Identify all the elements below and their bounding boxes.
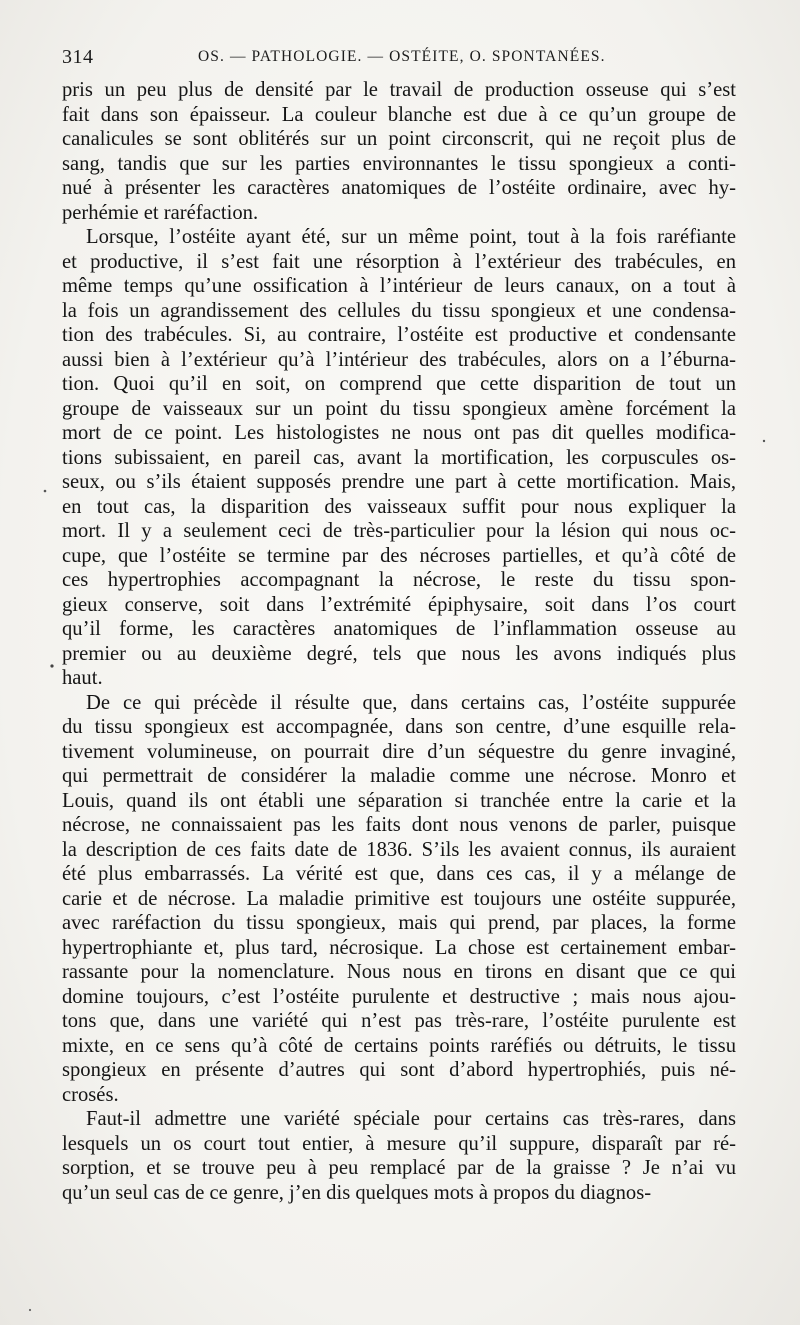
page-number: 314	[62, 46, 94, 68]
text-line: hypertrophiante et, plus tard, nécrosique. La chose est certainement embar-	[62, 936, 736, 959]
text-line: tion. Quoi qu’il en soit, on comprend que cette disparition de tout un	[62, 373, 736, 395]
text-line: tions subissaient, en pareil cas, avant la mortification, les corpuscules os-	[62, 446, 736, 469]
text-line: cupe, que l’ostéite se termine par des nécroses partielles, et qu’à côté de	[62, 544, 736, 567]
text-line: qu’un seul cas de ce genre, j’en dis quelques mots à propos du diagnos-	[62, 1181, 652, 1204]
text-line: haut.	[62, 667, 103, 689]
text-line: tion des trabécules. Si, au contraire, l’ostéite est productive et condensante	[62, 324, 736, 346]
speck	[50, 664, 53, 667]
text-line: et productive, il s’est fait une résorption à l’extérieur des trabécules, en	[62, 250, 736, 273]
text-line: nué à présenter les caractères anatomiques de l’ostéite ordinaire, avec hy-	[62, 177, 736, 199]
paragraph	[62, 78, 736, 225]
text-line: aussi bien à l’extérieur qu’à l’intérieur des trabécules, alors on a l’éburna-	[62, 348, 736, 371]
text-line: domine toujours, c’est l’ostéite purulente et destructive ; mais nous ajou-	[62, 985, 736, 1008]
text-line: rassante pour la nomenclature. Nous nous en tirons en disant que ce qui	[62, 961, 736, 983]
text-line: ces hypertrophies accompagnant la nécrose, le reste du tissu spon-	[62, 569, 736, 591]
text-line: fait dans son épaisseur. La couleur blanche est due à ce qu’un groupe de	[62, 103, 736, 126]
body-text	[62, 78, 736, 1205]
text-line: été plus embarrassés. La vérité est que, dans ces cas, il y a mélange de	[62, 863, 736, 885]
text-line: mixte, en ce sens qu’à côté de certains points raréfiés ou détruits, le tissu	[62, 1034, 736, 1057]
text-line: gieux conserve, soit dans l’extrémité épiphysaire, soit dans l’os court	[62, 593, 736, 616]
text-line: même temps qu’une ossification à l’intérieur de leurs canaux, on a tout à	[62, 275, 736, 297]
text-line: sang, tandis que sur les parties environnantes le tissu spongieux a conti-	[62, 152, 736, 175]
paragraph	[62, 691, 736, 1108]
text-line: premier ou au deuxième degré, tels que nous les avons indiqués plus	[62, 642, 736, 665]
text-line: De ce qui précède il résulte que, dans certains cas, l’ostéite suppurée	[86, 691, 736, 714]
paragraph	[62, 225, 736, 691]
text-line: qui permettrait de considérer la maladie comme une nécrose. Monro et	[62, 765, 736, 787]
text-line: carie et de nécrose. La maladie primitive est toujours une ostéite suppurée,	[62, 887, 736, 910]
text-line: pris un peu plus de densité par le travail de production osseuse qui s’est	[62, 79, 736, 101]
text-line: tons que, dans une variété qui n’est pas très-rare, l’ostéite purulente est	[62, 1010, 736, 1032]
text-line: Lorsque, l’ostéite ayant été, sur un même point, tout à la fois raréfiante	[86, 226, 736, 248]
text-line: la description de ces faits date de 1836. S’ils les avaient connus, ils auraient	[62, 838, 736, 861]
text-line: en tout cas, la disparition des vaisseaux suffit pour nous expliquer la	[62, 495, 736, 518]
text-line: nécrose, ne connaissaient pas les faits dont nous venons de parler, puisque	[62, 814, 736, 836]
text-line: mort de ce point. Les histologistes ne nous ont pas dit quelles modifica-	[62, 422, 736, 444]
speck	[44, 490, 47, 493]
paragraph	[62, 1107, 736, 1205]
text-line: la fois un agrandissement des cellules du tissu spongieux et une condensa-	[62, 299, 736, 322]
text-line: Louis, quand ils ont établi une séparation si tranchée entre la carie et la	[62, 789, 736, 812]
text-line: spongieux en présente d’autres qui sont d’abord hypertrophiés, puis né-	[62, 1059, 736, 1081]
text-line: qu’il forme, les caractères anatomiques de l’inflammation osseuse au	[62, 618, 736, 640]
text-line: perhémie et raréfaction.	[62, 201, 259, 224]
speck	[29, 1309, 31, 1311]
speck	[763, 440, 765, 442]
text-line: canalicules se sont oblitérés sur un point circonscrit, qui ne reçoit plus de	[62, 128, 736, 150]
running-header	[62, 46, 736, 72]
text-line: lesquels un os court tout entier, à mesure qu’il suppure, disparaît par ré-	[62, 1132, 736, 1155]
text-line: avec raréfaction du tissu spongieux, mais qui prend, par places, la forme	[62, 912, 736, 934]
text-line: mort. Il y a seulement ceci de très-particulier pour la lésion qui nous oc-	[62, 520, 736, 542]
text-line: tivement volumineuse, on pourrait dire d’un séquestre du genre invaginé,	[62, 740, 736, 763]
text-line: Faut-il admettre une variété spéciale pour certains cas très-rares, dans	[86, 1108, 736, 1130]
text-line: seux, ou s’ils étaient supposés prendre une part à cette mortification. Mais,	[62, 471, 736, 493]
running-title: OS. — PATHOLOGIE. — OSTÉITE, O. SPONTANÉES.	[198, 48, 606, 65]
text-line: groupe de vaisseaux sur un point du tissu spongieux amène forcément la	[62, 397, 736, 420]
text-line: sorption, et se trouve peu à peu remplacé par de la graisse ? Je n’ai vu	[62, 1157, 736, 1179]
text-line: crosés.	[62, 1083, 119, 1106]
text-line: du tissu spongieux est accompagnée, dans son centre, d’une esquille rela-	[62, 716, 736, 738]
